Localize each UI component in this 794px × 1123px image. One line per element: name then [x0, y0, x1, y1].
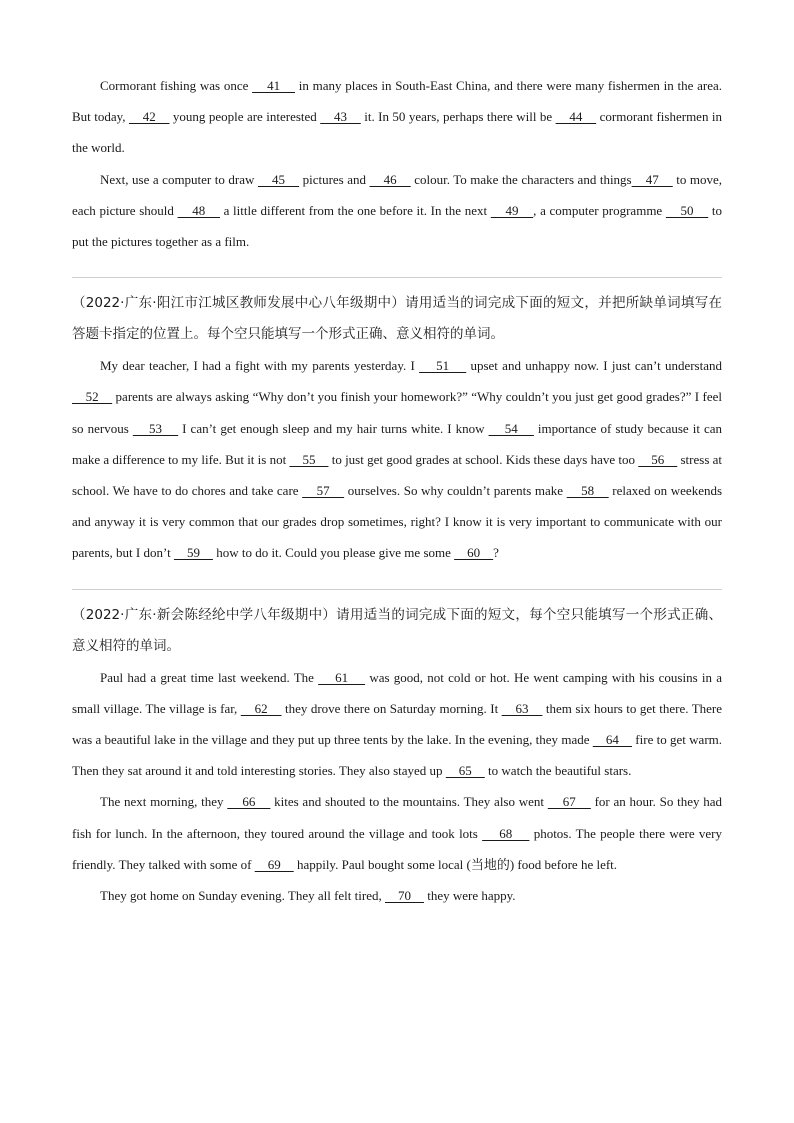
- passage-section-3: [72, 662, 722, 912]
- answer-blank[interactable]: 59: [173, 545, 213, 561]
- passage-text: in many places in South-East China, and there were many fishermen in the area. But today,: [72, 78, 722, 125]
- answer-blank[interactable]: 69: [254, 856, 294, 872]
- passage-text: importance of study because it can make a difference to my life. But it is not: [72, 420, 723, 467]
- answer-blank[interactable]: 58: [566, 483, 609, 499]
- passage-section-2: [72, 350, 722, 568]
- answer-blank[interactable]: 41: [252, 78, 296, 93]
- passage-text: for an hour. So they had fish for lunch. In the afternoon, they toured around the village and took lots: [72, 794, 723, 841]
- answer-blank[interactable]: 50: [665, 202, 709, 218]
- passage-paragraph: [72, 70, 722, 164]
- section-2-heading: （2022·广东·阳江市江城区教师发展中心八年级期中）请用适当的词完成下面的短文，并把所缺单词填写在答题卡指定的位置上。每个空只能填写一个形式正确、意义相符的单词。: [72, 295, 722, 343]
- answer-blank[interactable]: 55: [289, 451, 329, 467]
- passage-text: to watch the beautiful stars.: [484, 763, 632, 779]
- section-divider: [72, 589, 722, 590]
- passage-text: a little different from the one before it. In the next: [219, 202, 491, 218]
- answer-blank[interactable]: 51: [419, 358, 467, 374]
- passage-text: My dear teacher, I had a fight with my parents yesterday. I: [100, 358, 420, 374]
- passage-section-1: [72, 70, 722, 257]
- answer-blank[interactable]: 63: [501, 700, 543, 716]
- answer-blank[interactable]: 66: [227, 794, 271, 810]
- answer-blank[interactable]: 44: [555, 109, 597, 125]
- section-divider: [72, 277, 722, 278]
- passage-text: pictures and: [299, 171, 370, 187]
- passage-text: them six hours to get there. There was a beautiful lake in the village and they put up three tents by the lake. In the evening, they made: [72, 700, 723, 748]
- passage-text: I can’t get enough sleep and my hair turns white. I know: [178, 420, 489, 436]
- passage-text: ourselves. So why couldn’t parents make: [344, 483, 567, 499]
- section-3-heading: （2022·广东·新会陈经纶中学八年级期中）请用适当的词完成下面的短文，每个空只能填写一个形式正确、意义相符的单词。: [72, 606, 722, 654]
- passage-text: relaxed on weekends and anyway it is very common that our grades drop sometimes, right? I know it is very important to communicate with our parents, but I don’t: [72, 483, 723, 561]
- answer-blank[interactable]: 48: [177, 202, 220, 218]
- passage-text: photos. The people there were very friendly. They talked with some of: [72, 825, 722, 872]
- passage-text: young people are interested: [169, 109, 321, 125]
- passage-text: cormorant fishermen in the world.: [72, 109, 723, 156]
- passage-text: The next morning, they: [100, 794, 228, 810]
- answer-blank[interactable]: 62: [240, 700, 282, 716]
- answer-blank[interactable]: 56: [638, 451, 678, 467]
- passage-text: to put the pictures together as a film.: [72, 202, 723, 250]
- passage-text: was good, not cold or hot. He went camping with his cousins in a small village. The village is far,: [72, 669, 722, 716]
- passage-text: fire to get warm. Then they sat around it and told interesting stories. They also stayed up: [72, 732, 723, 779]
- passage-text: how to do it. Could you please give me some: [212, 545, 455, 561]
- passage-text: parents are always asking “Why don’t you finish your homework?” “Why couldn’t you just get good grades?” I feel so nervous: [72, 389, 722, 436]
- answer-blank[interactable]: 53: [132, 420, 179, 436]
- passage-paragraph: [72, 350, 722, 568]
- answer-blank[interactable]: 64: [592, 732, 633, 748]
- passage-text: kites and shouted to the mountains. They also went: [270, 794, 548, 810]
- answer-blank[interactable]: 60: [454, 545, 494, 561]
- answer-blank[interactable]: 54: [488, 420, 534, 436]
- answer-blank[interactable]: 57: [302, 483, 345, 499]
- passage-text: , a computer programme: [533, 202, 666, 218]
- passage-text: they were happy.: [423, 888, 516, 904]
- answer-blank[interactable]: 47: [631, 171, 673, 187]
- answer-blank[interactable]: 49: [490, 202, 534, 218]
- passage-text: Next, use a computer to draw: [100, 171, 258, 187]
- passage-text: it. In 50 years, perhaps there will be: [360, 109, 556, 125]
- passage-text: they drove there on Saturday morning. It: [281, 700, 502, 716]
- passage-text: They got home on Sunday evening. They all felt tired,: [100, 888, 385, 904]
- passage-text: to just get good grades at school. Kids these days have too: [328, 451, 639, 467]
- passage-text: colour. To make the characters and things: [410, 171, 632, 187]
- passage-text: happily. Paul bought some local (当地的) food before he left.: [293, 856, 618, 872]
- answer-blank[interactable]: 42: [128, 109, 170, 125]
- answer-blank[interactable]: 46: [369, 171, 411, 187]
- passage-paragraph: [72, 164, 722, 258]
- answer-blank[interactable]: 68: [482, 825, 530, 841]
- passage-paragraph: [72, 880, 722, 911]
- answer-blank[interactable]: 43: [320, 109, 361, 125]
- answer-blank[interactable]: 45: [257, 171, 300, 187]
- passage-text: upset and unhappy now. I just can’t understand: [466, 358, 722, 374]
- passage-paragraph: [72, 786, 722, 880]
- passage-paragraph: [72, 662, 722, 787]
- answer-blank[interactable]: 67: [547, 794, 591, 810]
- answer-blank[interactable]: 61: [318, 669, 366, 685]
- passage-text: Cormorant fishing was once: [100, 78, 253, 93]
- answer-blank[interactable]: 70: [384, 888, 424, 904]
- passage-text: to move, each picture should: [72, 171, 723, 218]
- passage-text: Paul had a great time last weekend. The: [100, 669, 319, 685]
- passage-text: stress at school. We have to do chores and take care: [72, 451, 723, 499]
- passage-text: ?: [493, 545, 499, 561]
- answer-blank[interactable]: 52: [72, 389, 113, 405]
- answer-blank[interactable]: 65: [445, 763, 485, 779]
